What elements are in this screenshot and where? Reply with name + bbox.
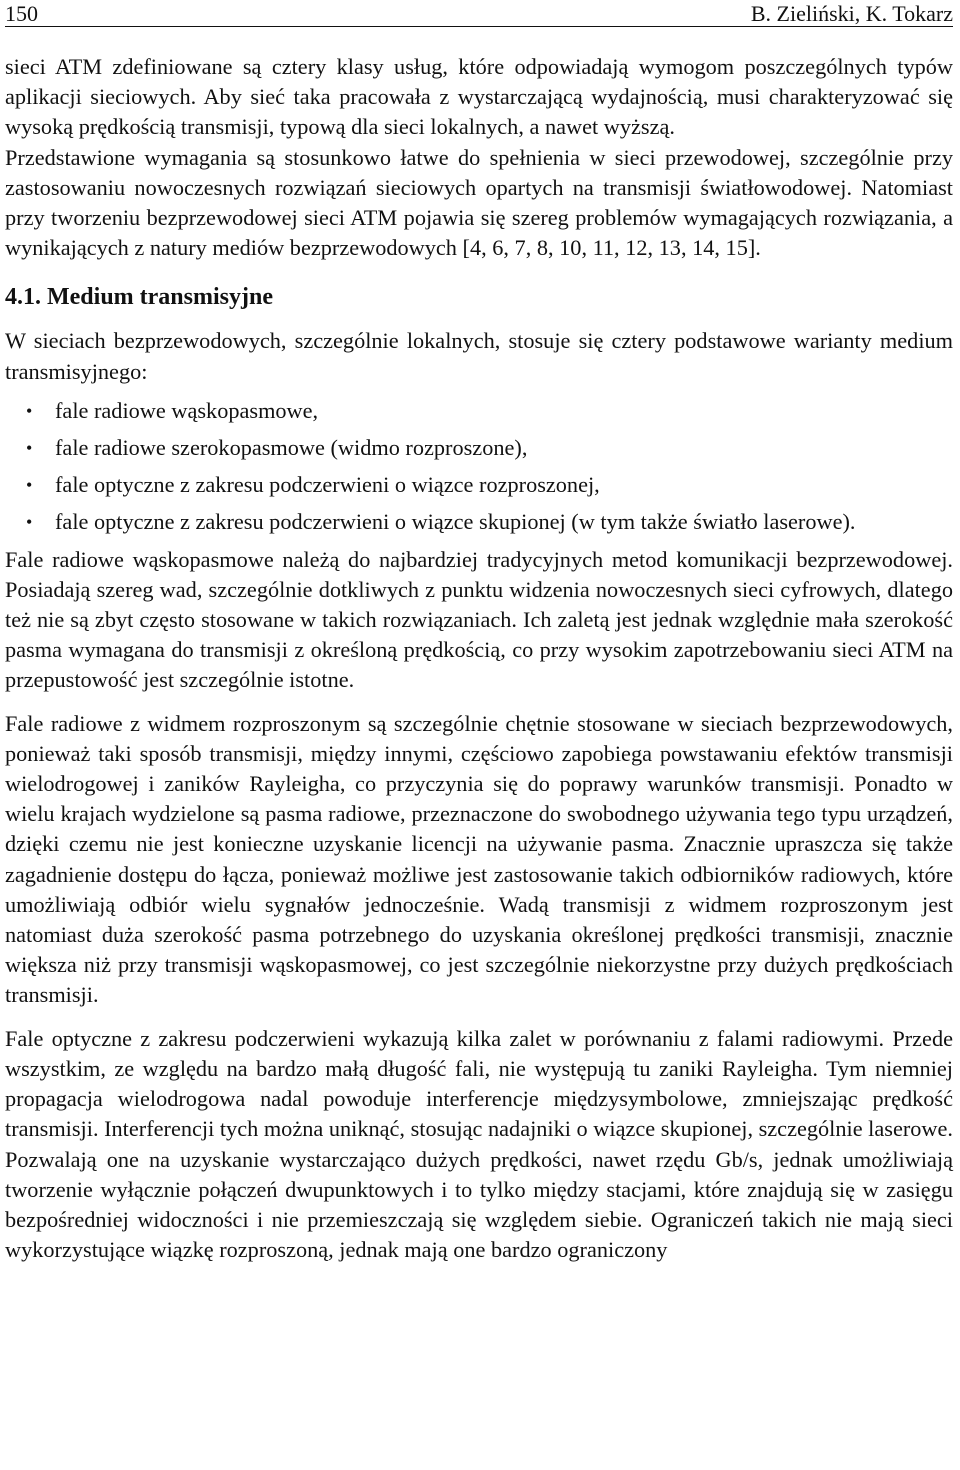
paragraph-infrared: Fale optyczne z zakresu podczerwieni wykazują kilka zalet w porównaniu z falami radiowymi. Przede wszystkim, ze względu na bardzo małą długość fali, nie występują tu zaniki Rayleigha. Tym niemniej propagacja wielodrogowa nadal powoduje interferencje międzysymbolowe, zmniejszając prędkość transmisji. Interferencji tych można uniknąć, stosując nadajniki o wiązce skupionej, szczególnie laserowe. Pozwalają one na uzyskanie wystarczająco dużych prędkości, nawet rzędu Gb/s, jednak umożliwiają tworzenie wyłącznie połączeń dwupunktowych i to tylko między stacjami, które znajdują się w zasięgu bezpośredniej widoczności i nie przemieszczają się względem siebie. Ograniczeń takich nie mają sieci wykorzystujące wiązkę rozproszoną, jednak mają one bardzo ograniczony [5, 1025, 953, 1263]
list-item [5, 433, 953, 463]
list-item-text: fale optyczne z zakresu podczerwieni o wiązce rozproszonej, [55, 472, 600, 498]
section-heading: 4.1. Medium transmisyjne [5, 284, 273, 311]
page-number: 150 [5, 1, 38, 26]
list-item [5, 470, 953, 500]
bullet-icon: • [26, 438, 33, 459]
bullet-icon: • [26, 475, 33, 496]
paragraph-intro-1: sieci ATM zdefiniowane są cztery klasy usług, które odpowiadają wymogom poszczególnych typów aplikacji sieciowych. Aby sieć taka pracowała z wystarczającą wydajnością, musi charakteryzować się wysoką prędkością transmisji, typową dla sieci lokalnych, a nawet wyższą. [5, 54, 953, 140]
list-item-text: fale radiowe wąskopasmowe, [55, 397, 319, 423]
paragraph-narrowband: Fale radiowe wąskopasmowe należą do najbardziej tradycyjnych metod komunikacji bezprzewodowej. Posiadają szereg wad, szczególnie dotkliwych z punktu widzenia nowoczesnych sieci cyfrowych, dlatego też nie są zbyt często stosowane w takich rozwiązaniach. Ich zaletą jest jednak względnie mała szerokość pasma wymagana do transmisji z określoną prędkością, co przy wysokim zapotrzebowaniu sieci ATM na przepustowość jest szczególnie istotne. [5, 546, 953, 693]
paragraph-spread-spectrum: Fale radiowe z widmem rozproszonym są szczególnie chętnie stosowane w sieciach bezprzewodowych, ponieważ taki sposób transmisji, między innymi, częściowo zapobiega powstawaniu efektów transmisji wielodrogowej i zaników Rayleigha, co przyczynia się do poprawy warunków transmisji. Ponadto w wielu krajach wydzielone są pasma radiowe, przeznaczone do swobodnego używania tego typu urządzeń, dzięki czemu nie jest konieczne uzyskanie licencji na używanie pasma. Znacznie upraszcza się także zagadnienie dostępu do łącza, ponieważ możliwe jest zastosowanie takich odbiorników radiowych, które umożliwiają odbiór wielu sygnałów jednocześnie. Wadą transmisji z widmem rozproszonym jest natomiast duża szerokość pasma potrzebnego do uzyskania określonej prędkości transmisji, znacznie większa niż przy transmisji wąskopasmowej, co jest szczególnie niekorzystne przy dużych prędkościach transmisji. [5, 710, 953, 1008]
bullet-icon: • [26, 512, 33, 533]
list-item-text: fale radiowe szerokopasmowe (widmo rozproszone), [55, 435, 528, 461]
paragraph-intro-2: Przedstawione wymagania są stosunkowo łatwe do spełnienia w sieci przewodowej, szczególnie przy zastosowaniu nowoczesnych rozwiązań sieciowych opartych na transmisji światłowodowej. Natomiast przy tworzeniu bezprzewodowej sieci ATM pojawia się szereg problemów wymagających rozwiązania, a wynikających z natury mediów bezprzewodowych [4, 6, 7, 8, 10, 11, 12, 13, 14, 15]. [5, 144, 953, 261]
running-header-authors: B. Zieliński, K. Tokarz [750, 1, 953, 26]
running-header [5, 0, 953, 27]
bullet-icon: • [26, 400, 33, 421]
book-page [5, 0, 953, 1265]
transmission-media-list [5, 396, 953, 538]
list-item [5, 507, 953, 537]
section-lead-paragraph: W sieciach bezprzewodowych, szczególnie lokalnych, stosuje się cztery podstawowe warianty medium transmisyjnego: [5, 328, 953, 384]
list-item-text: fale optyczne z zakresu podczerwieni o wiązce skupionej (w tym także światło laserowe). [55, 509, 856, 535]
list-item [5, 396, 953, 426]
